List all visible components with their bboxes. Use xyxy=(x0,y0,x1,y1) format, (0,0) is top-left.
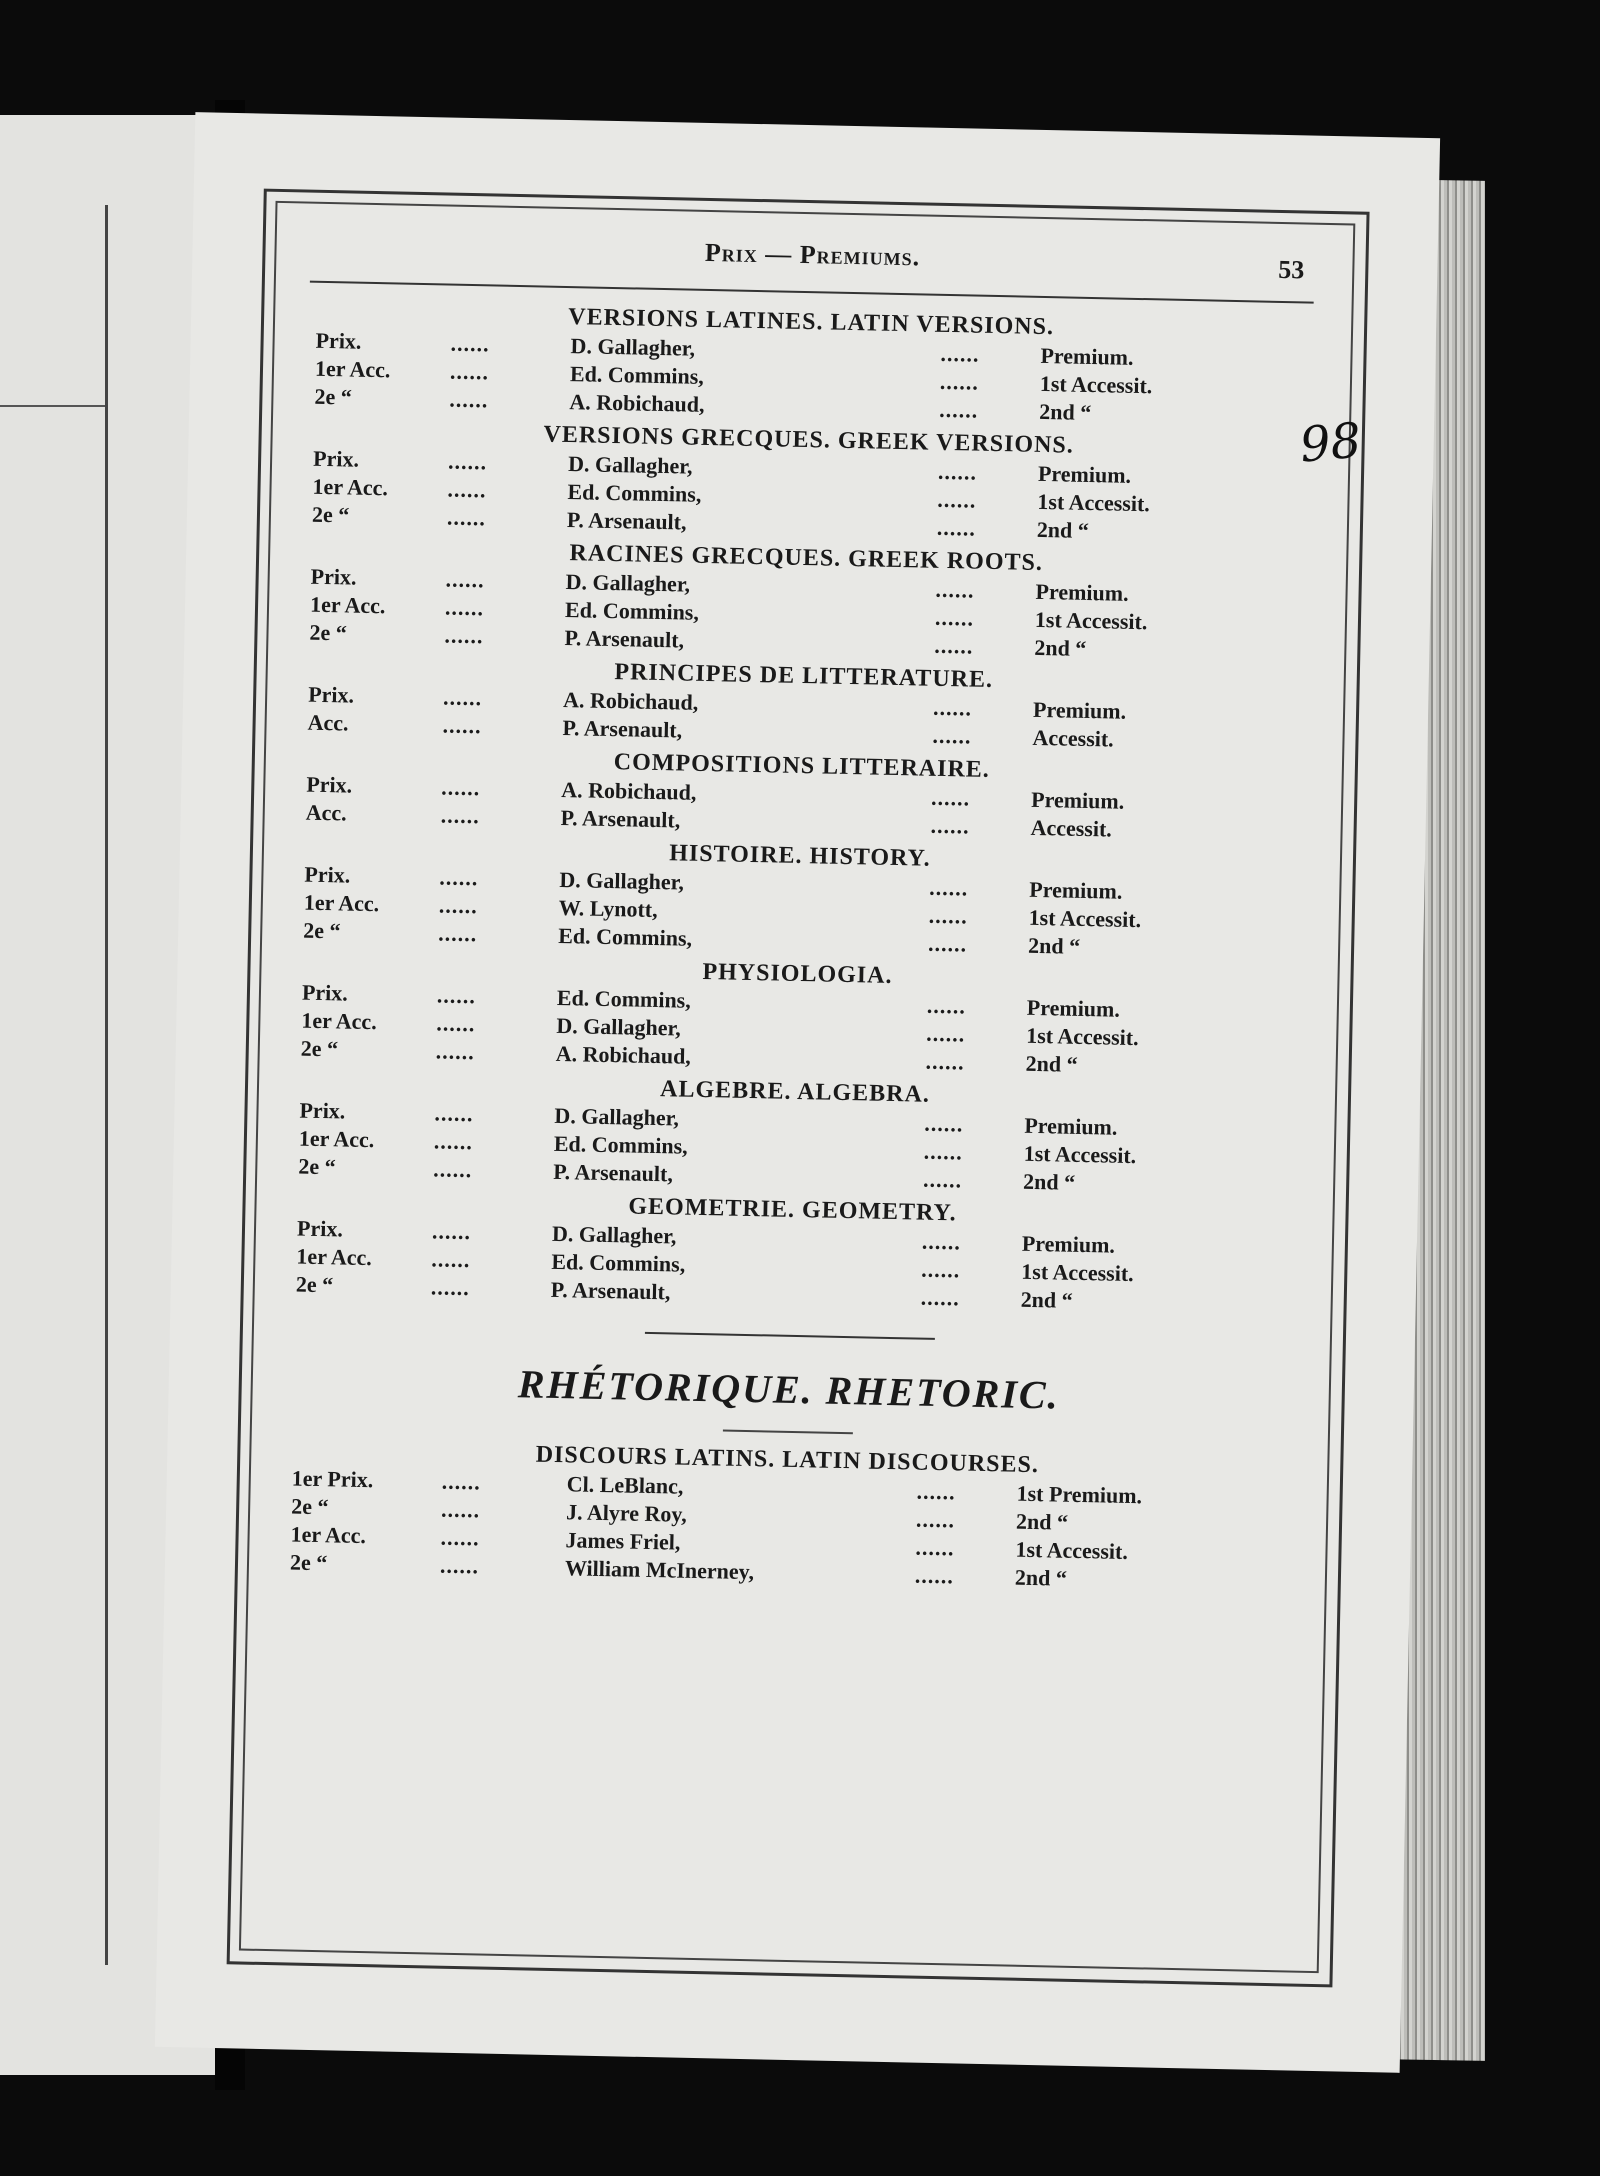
prize-section xyxy=(297,414,1319,549)
student-name: Cl. LeBlanc, xyxy=(566,1471,684,1499)
award-label: Premium. xyxy=(1035,578,1129,606)
leader-dots: ...... xyxy=(440,1524,480,1551)
section-title: COMPOSITIONS LITTERAIRE. xyxy=(613,749,991,783)
leader-dots: ...... xyxy=(450,330,490,357)
page-number: 53 xyxy=(1278,254,1305,285)
prize-label: Prix. xyxy=(307,681,355,708)
leader-dots: ...... xyxy=(439,864,479,891)
student-name: James Friel, xyxy=(565,1527,681,1555)
prize-label: Prix. xyxy=(296,1215,344,1242)
leader-dots: ...... xyxy=(438,920,478,947)
student-name: D. Gallagher, xyxy=(565,569,691,597)
student-name: Ed. Commins, xyxy=(557,922,693,951)
student-name: D. Gallagher, xyxy=(554,1102,680,1131)
student-name: D. Gallagher, xyxy=(559,866,685,895)
award-label: Premium. xyxy=(1026,994,1121,1022)
rhetoric-title: RHÉTORIQUE. RHETORIC. xyxy=(517,1361,1061,1418)
leader-dots: ...... xyxy=(924,1110,964,1137)
page-content xyxy=(275,214,1323,1597)
leader-dots: ...... xyxy=(925,1048,965,1075)
leader-dots: ...... xyxy=(932,722,972,749)
book-page xyxy=(155,112,1440,2073)
leader-dots: ...... xyxy=(449,386,489,413)
leader-dots: ...... xyxy=(929,874,969,901)
student-name: William McInerney, xyxy=(564,1555,755,1585)
leader-dots: ...... xyxy=(928,902,968,929)
prize-label: 2e “ xyxy=(290,1493,329,1520)
prize-label: 1er Prix. xyxy=(291,1465,374,1493)
student-name: P. Arsenault, xyxy=(553,1158,674,1187)
prize-label: 1er Acc. xyxy=(298,1125,375,1153)
leader-dots: ...... xyxy=(431,1246,471,1273)
student-name: P. Arsenault, xyxy=(564,625,685,653)
handwritten-annotation: 98 xyxy=(1297,412,1364,474)
award-label: 2nd “ xyxy=(1015,1508,1069,1535)
rhetoric-rule xyxy=(723,1430,853,1435)
student-name: A. Robichaud, xyxy=(569,389,705,417)
prize-section xyxy=(290,740,1312,847)
student-name: Ed. Commins, xyxy=(553,1130,688,1159)
student-name: P. Arsenault, xyxy=(550,1276,671,1305)
section-title: PRINCIPES DE LITTERATURE. xyxy=(614,659,994,694)
leader-dots: ...... xyxy=(449,358,490,385)
section-title: RACINES GRECQUES. GREEK ROOTS. xyxy=(569,540,1044,577)
leader-dots: ...... xyxy=(926,1020,966,1047)
student-name: D. Gallagher, xyxy=(551,1220,677,1249)
award-label: 1st Accessit. xyxy=(1021,1258,1134,1287)
student-name: A. Robichaud, xyxy=(562,687,699,715)
leader-dots: ...... xyxy=(934,604,975,631)
leader-dots: ...... xyxy=(439,1552,480,1579)
leader-dots: ...... xyxy=(433,1156,473,1183)
student-name: Ed. Commins, xyxy=(567,479,702,507)
award-label: 1st Accessit. xyxy=(1028,904,1142,933)
prize-label: 1er Acc. xyxy=(314,355,391,383)
rhetoric-section xyxy=(275,1352,1299,1597)
prize-label: Prix. xyxy=(301,979,349,1006)
leader-dots: ...... xyxy=(441,774,481,801)
section-title: VERSIONS GRECQUES. GREEK VERSIONS. xyxy=(543,421,1075,459)
prize-section xyxy=(283,1066,1305,1201)
award-label: 2nd “ xyxy=(1039,398,1092,426)
prize-label: 1er Acc. xyxy=(309,591,386,619)
leader-dots: ...... xyxy=(939,368,980,395)
prize-section xyxy=(294,532,1316,667)
leader-dots: ...... xyxy=(435,1038,476,1065)
prize-label: Prix. xyxy=(310,563,357,590)
student-name: A. Robichaud, xyxy=(561,776,697,805)
leader-dots: ...... xyxy=(937,458,978,485)
rhetoric-rows xyxy=(275,1464,1297,1597)
leader-dots: ...... xyxy=(932,694,973,721)
award-label: 2nd “ xyxy=(1034,634,1087,661)
leader-dots: ...... xyxy=(438,892,479,919)
prize-label: Prix. xyxy=(304,861,351,888)
leader-dots: ...... xyxy=(430,1274,471,1301)
award-label: 1st Accessit. xyxy=(1037,488,1151,517)
award-label: 1st Accessit. xyxy=(1023,1140,1137,1169)
leader-dots: ...... xyxy=(444,594,485,621)
section-title: PHYSIOLOGIA. xyxy=(702,958,893,989)
award-label: 1st Premium. xyxy=(1016,1480,1143,1509)
prize-label: Acc. xyxy=(305,799,347,826)
prize-label: Prix. xyxy=(315,327,362,354)
prize-label: Acc. xyxy=(307,709,349,736)
student-name: D. Gallagher, xyxy=(556,1012,682,1041)
prize-label: 1er Acc. xyxy=(296,1243,373,1271)
award-label: Accessit. xyxy=(1032,724,1114,752)
prize-label: 2e “ xyxy=(309,619,348,646)
student-name: Ed. Commins, xyxy=(564,597,700,625)
award-label: 1st Accessit. xyxy=(1034,606,1148,635)
student-name: A. Robichaud, xyxy=(555,1040,692,1069)
prize-label: 2e “ xyxy=(300,1035,339,1062)
prize-label: 2e “ xyxy=(314,383,352,410)
award-label: 2nd “ xyxy=(1036,516,1090,543)
prize-label: 1er Acc. xyxy=(312,473,389,501)
leader-dots: ...... xyxy=(926,992,967,1019)
leader-dots: ...... xyxy=(914,1562,955,1589)
award-label: Premium. xyxy=(1030,786,1125,814)
leader-dots: ...... xyxy=(930,784,971,811)
leader-dots: ...... xyxy=(921,1228,962,1255)
leader-dots: ...... xyxy=(927,930,968,957)
award-label: 2nd “ xyxy=(1025,1050,1078,1077)
prize-label: 2e “ xyxy=(295,1271,334,1298)
award-label: 2nd “ xyxy=(1020,1286,1073,1313)
leader-dots: ...... xyxy=(434,1100,474,1127)
award-label: 2nd “ xyxy=(1014,1564,1068,1591)
leader-dots: ...... xyxy=(930,812,970,839)
prize-label: 2e “ xyxy=(289,1549,328,1576)
facing-page-rule xyxy=(105,205,108,1965)
leader-dots: ...... xyxy=(440,1496,481,1523)
prize-section xyxy=(292,650,1314,757)
leader-dots: ...... xyxy=(440,802,480,829)
leader-dots: ...... xyxy=(915,1506,956,1533)
leader-dots: ...... xyxy=(920,1284,960,1311)
leader-dots: ...... xyxy=(923,1138,964,1165)
prize-label: Prix. xyxy=(306,771,353,798)
leader-dots: ...... xyxy=(436,1010,476,1037)
leader-dots: ...... xyxy=(937,486,977,513)
prize-section xyxy=(299,296,1321,431)
student-name: P. Arsenault, xyxy=(566,507,687,535)
leader-dots: ...... xyxy=(921,1256,961,1283)
award-label: 1st Accessit. xyxy=(1015,1536,1129,1565)
student-name: P. Arsenault, xyxy=(560,804,681,833)
student-name: D. Gallagher, xyxy=(567,451,693,479)
leader-dots: ...... xyxy=(444,622,484,649)
prize-sections xyxy=(281,296,1322,1319)
prize-label: 1er Acc. xyxy=(303,889,380,917)
prize-label: Prix. xyxy=(299,1097,346,1124)
leader-dots: ...... xyxy=(442,712,482,739)
award-label: Premium. xyxy=(1024,1112,1118,1140)
leader-dots: ...... xyxy=(936,514,977,541)
prize-label: 2e “ xyxy=(298,1153,336,1180)
prize-label: 2e “ xyxy=(311,501,350,528)
leader-dots: ...... xyxy=(431,1218,472,1245)
student-name: Ed. Commins, xyxy=(569,361,705,389)
student-name: Ed. Commins, xyxy=(551,1248,686,1277)
leader-dots: ...... xyxy=(441,1468,482,1495)
student-name: P. Arsenault, xyxy=(562,715,683,743)
section-title: HISTOIRE. HISTORY. xyxy=(668,840,931,872)
leader-dots: ...... xyxy=(940,340,980,367)
leader-dots: ...... xyxy=(446,504,487,531)
section-title: ALGEBRE. ALGEBRA. xyxy=(659,1076,931,1108)
leader-dots: ...... xyxy=(922,1166,963,1193)
section-title: GEOMETRIE. GEOMETRY. xyxy=(628,1193,957,1227)
section-separator xyxy=(645,1332,935,1340)
leader-dots: ...... xyxy=(447,476,487,503)
leader-dots: ...... xyxy=(934,632,974,659)
prize-section xyxy=(288,830,1310,965)
prize-label: 2e “ xyxy=(303,917,341,944)
leader-dots: ...... xyxy=(433,1128,474,1155)
leader-dots: ...... xyxy=(915,1534,955,1561)
student-name: Ed. Commins, xyxy=(556,984,692,1013)
leader-dots: ...... xyxy=(447,448,488,475)
prize-section xyxy=(281,1184,1303,1319)
student-name: W. Lynott, xyxy=(558,894,658,923)
award-label: Premium. xyxy=(1021,1230,1116,1258)
leader-dots: ...... xyxy=(935,576,975,603)
award-label: Premium. xyxy=(1040,342,1134,370)
leader-dots: ...... xyxy=(442,684,483,711)
leader-dots: ...... xyxy=(939,396,979,423)
award-label: Premium. xyxy=(1029,876,1123,904)
award-label: 2nd “ xyxy=(1027,932,1081,959)
award-label: 1st Accessit. xyxy=(1039,370,1153,399)
running-head-title: Prix — Premiums. xyxy=(704,237,921,272)
award-label: 1st Accessit. xyxy=(1025,1022,1139,1051)
prize-section xyxy=(286,948,1308,1083)
student-name: J. Alyre Roy, xyxy=(565,1499,687,1527)
prize-label: 1er Acc. xyxy=(301,1007,377,1035)
prize-label: Prix. xyxy=(312,445,360,472)
section-title: VERSIONS LATINES. LATIN VERSIONS. xyxy=(568,304,1055,341)
award-label: 2nd “ xyxy=(1022,1168,1076,1195)
prize-label: 1er Acc. xyxy=(290,1521,367,1549)
leader-dots: ...... xyxy=(436,982,477,1009)
award-label: Premium. xyxy=(1032,696,1127,724)
leader-dots: ...... xyxy=(916,1478,956,1505)
award-label: Accessit. xyxy=(1030,814,1113,842)
student-name: D. Gallagher, xyxy=(570,333,696,361)
leader-dots: ...... xyxy=(445,566,485,593)
subsection-title: DISCOURS LATINS. LATIN DISCOURSES. xyxy=(535,1441,1040,1479)
award-label: Premium. xyxy=(1037,460,1132,488)
facing-page-rule-horizontal xyxy=(0,405,105,407)
